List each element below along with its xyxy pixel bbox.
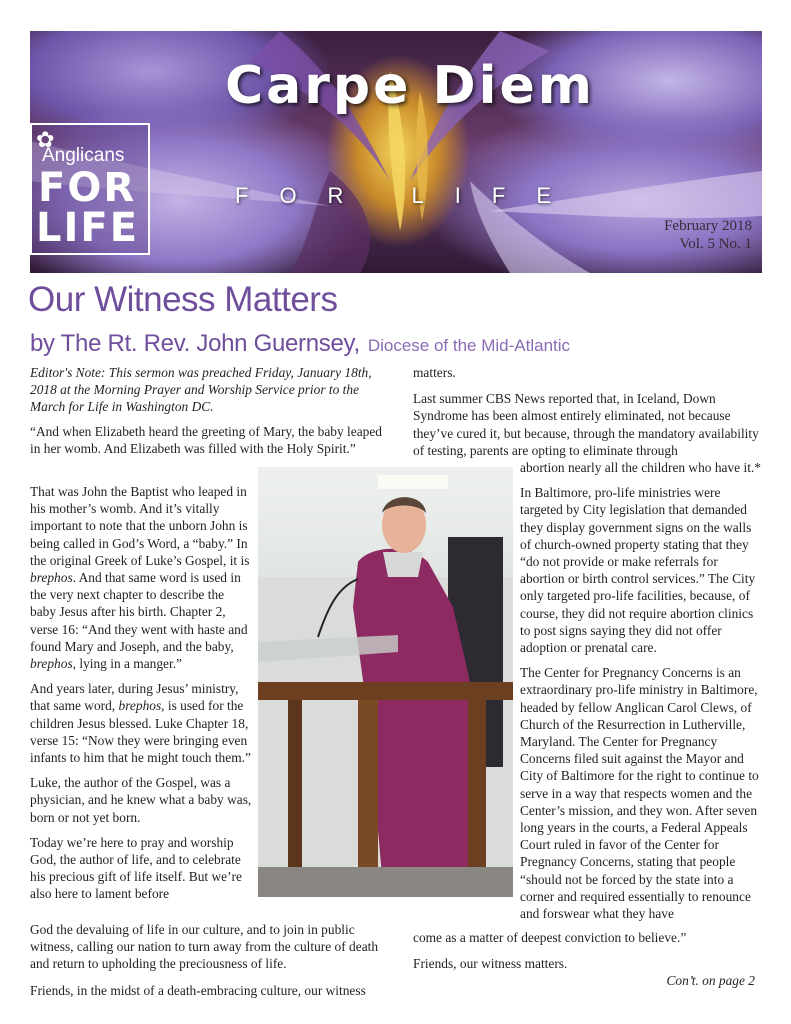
paragraph-6: Friends, in the midst of a death-embracing culture, our witness <box>30 982 366 998</box>
article-headline: Our Witness Matters <box>28 280 338 319</box>
article-byline <box>30 330 570 358</box>
logo-line-life: LIFE <box>36 205 140 251</box>
paragraph-r1-end: abortion nearly all the children who have it.* <box>520 460 761 475</box>
left-column-narrow <box>30 483 252 903</box>
continued-note: Con’t. on page 2 <box>666 973 755 988</box>
bishop-photo <box>258 467 513 897</box>
newsletter-title: Carpe Diem <box>225 56 595 116</box>
right-column-top <box>413 364 761 459</box>
byline-diocese: Diocese of the Mid-Atlantic <box>367 336 571 355</box>
masthead-banner <box>30 31 762 273</box>
paragraph-r3-end: come as a matter of deepest conviction to believe.” <box>413 930 687 945</box>
paragraph-r3-start: The Center for Pregnancy Concerns is an extraordinary pro-life ministry in Baltimore, headed by fellow Anglican Carol Clews, of Church of the Resurrection in Lutherville, Maryland. The Center for Pregnancy Concerns filed suit against the Mayor and City of Baltimore for the right to continue to serve in a way that respects women and the Center’s mission, and they won. After seven long years in the courts, a Federal Appeals Court ruled in favor of the Center for Pregnancy Concerns, stating that people “should not be forced by the state into a corner and required essentially to renounce and forswear what they have <box>520 665 759 922</box>
paragraph-r2: In Baltimore, pro-life ministries were targeted by City legislation that demanded they display government signs on the walls of church-owned property stating that they “do not provide or make referrals for abortion or birth control services.” The City only targeted pro-life facilities, because, of course, they did not require abortion clinics to post signs saying they did not offer adoption or prenatal care. <box>520 485 756 656</box>
issue-date: February 2018 <box>664 218 752 234</box>
paragraph-r0: matters. <box>413 365 456 380</box>
paragraph-4: Luke, the author of the Gospel, was a physician, and he knew what a baby was, born or not yet born. <box>30 775 252 825</box>
paragraph-r4: Friends, our witness matters. <box>413 956 568 972</box>
paragraph-3: And years later, during Jesus’ ministry, that same word, brephos, is used for the children Jesus blessed. Luke Chapter 18, verse 15: “Now they were bringing even infants to him that he might touch them.” <box>30 681 251 766</box>
right-column-bottom <box>413 929 761 972</box>
anglicans-for-life-logo <box>30 123 150 255</box>
paragraph-1: “And when Elizabeth heard the greeting of Mary, the baby leaped in her womb. And Elizabeth was filled with the Holy Spirit.” <box>30 423 382 456</box>
logo-line-for: FOR <box>38 165 137 211</box>
paragraph-5-end: God the devaluing of life in our culture, and to join in public witness, calling our nation to turn away from the culture of death and return to upholding the preciousness of life. <box>30 922 379 972</box>
flame-icon: ✿ <box>36 127 55 152</box>
paragraph-5-start: Today we’re here to pray and worship God, the author of life, and to celebrate his precious gift of life itself. But we’re also here to lament before <box>30 834 242 902</box>
paragraph-r1-start: Last summer CBS News reported that, in Iceland, Down Syndrome has been almost entirely eliminated, not because they’ve cured it, but because, through the mandatory availability of testing, parents are opting to eliminate through <box>413 391 759 458</box>
issue-info <box>664 217 752 253</box>
left-column-top <box>30 364 384 457</box>
bishop-at-lectern-image <box>258 467 513 897</box>
editors-note: Editor's Note: This sermon was preached Friday, January 18th, 2018 at the Morning Prayer and Worship Service prior to the March for Life in Washington DC. <box>30 365 372 415</box>
byline-author: by The Rt. Rev. John Guernsey, <box>30 330 360 357</box>
logo-line-org: Anglicans <box>42 145 125 166</box>
paragraph-2: That was John the Baptist who leaped in his mother’s womb. And it’s vitally important to note that the unborn John is being called in God’s Word, a “baby.” In the original Greek of Luke’s Gospel, it is brephos. And that same word is used in the very next chapter to describe the baby Jesus after his birth. Chapter 2, verse 16: “And they went with haste and found Mary and Joseph, and the baby, brephos, lying in a manger.” <box>30 484 250 672</box>
newsletter-subtitle: FOR LIFE <box>235 183 583 208</box>
left-column-bottom <box>30 921 392 999</box>
issue-volume: Vol. 5 No. 1 <box>679 236 752 252</box>
right-column-narrow <box>520 459 762 922</box>
